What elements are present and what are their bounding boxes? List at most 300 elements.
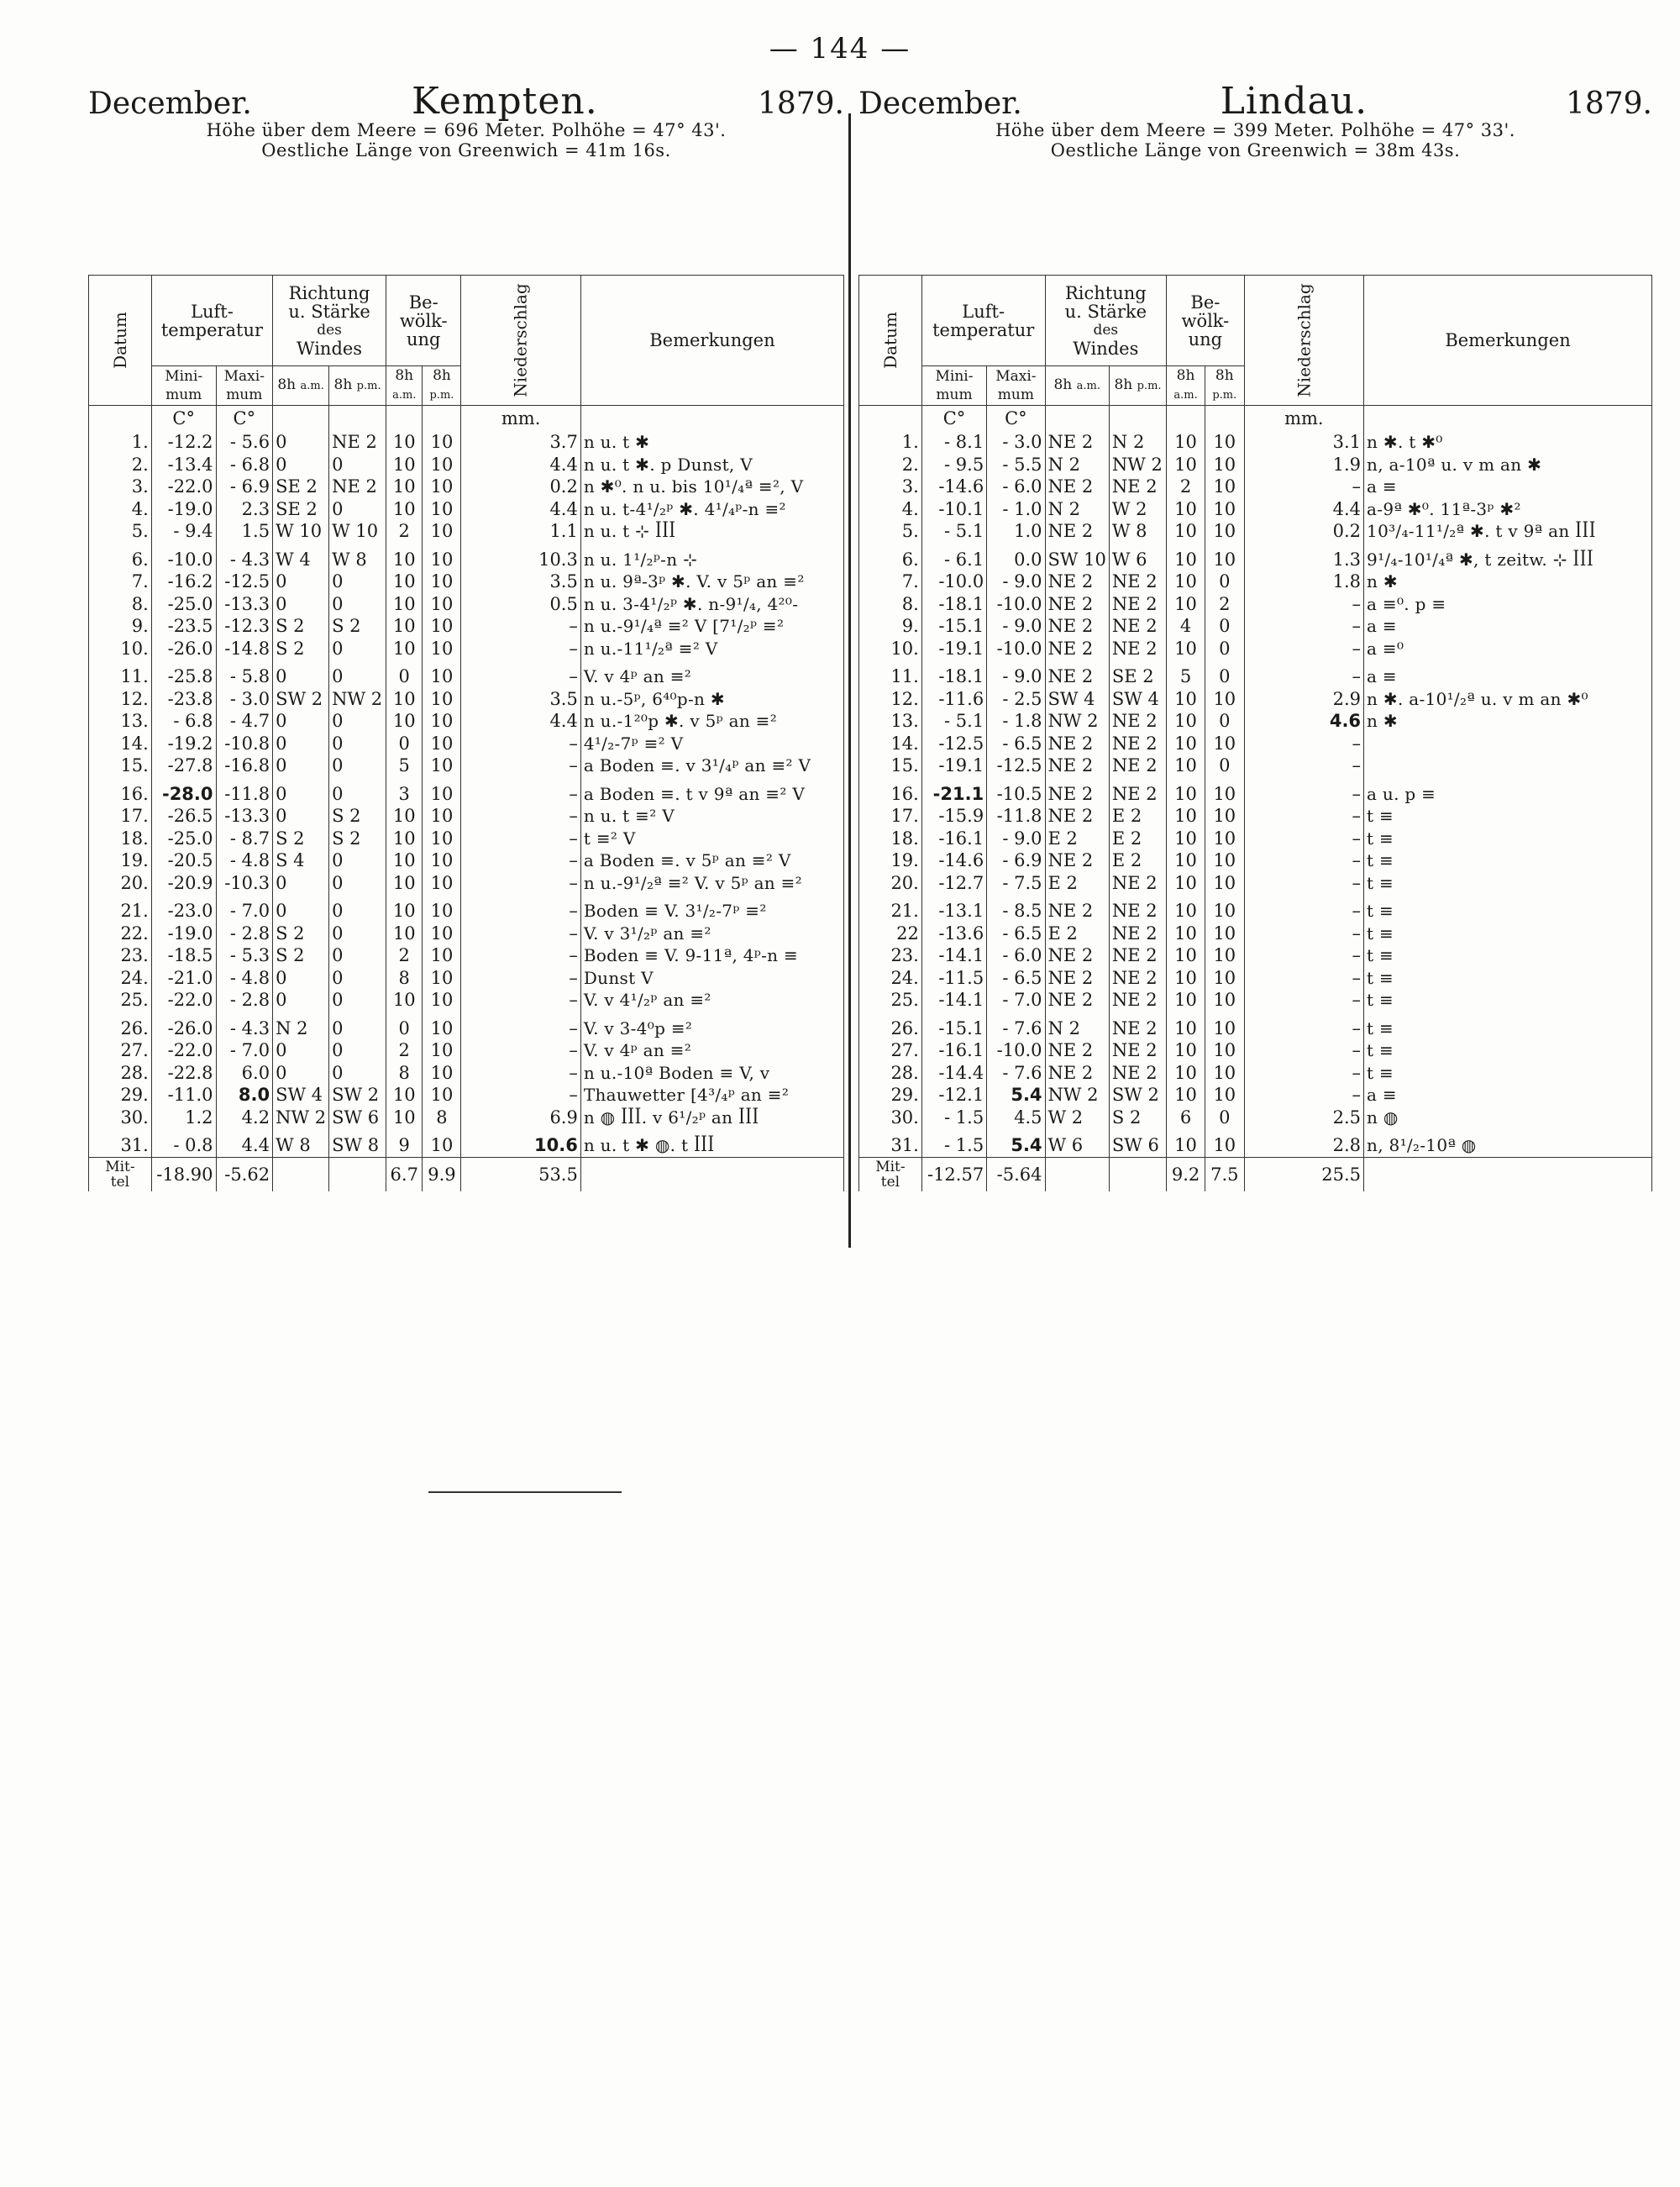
cell-cloud-am: 10 xyxy=(1167,570,1205,593)
cell-wind-am: SE 2 xyxy=(273,476,329,498)
cell-cloud-pm: 10 xyxy=(423,543,461,571)
cell-cloud-pm: 10 xyxy=(423,615,461,638)
table-row xyxy=(859,872,1652,895)
cloud-am-subheader-hour: 8h xyxy=(1176,367,1195,384)
lindau-block xyxy=(858,80,1652,1191)
cell-cloud-pm: 10 xyxy=(423,431,461,454)
cell-remark: t ≡ xyxy=(1364,967,1652,990)
table-row xyxy=(859,754,1652,777)
table-row xyxy=(859,688,1652,711)
cell-max: - 9.0 xyxy=(987,828,1045,850)
cell-wind-am: 0 xyxy=(273,805,329,828)
table-row xyxy=(89,498,844,521)
cell-cloud-pm: 10 xyxy=(423,944,461,967)
cell-day: 13. xyxy=(89,710,152,733)
mean-label-1: Mit- xyxy=(875,1158,906,1175)
cell-remark: n u.-11¹/₂ª ≡² V xyxy=(580,638,843,660)
cell-wind-pm: 0 xyxy=(329,777,386,806)
cell-max xyxy=(987,1128,1045,1157)
cell-max: - 7.0 xyxy=(987,989,1045,1012)
page-number: — 144 — xyxy=(769,32,911,66)
cell-cloud-am: 10 xyxy=(386,615,423,638)
cell-wind-pm: W 8 xyxy=(329,543,386,571)
cell-wind-pm: SE 2 xyxy=(1109,660,1166,688)
cell-remark: t ≡ xyxy=(1364,1062,1652,1085)
cell-max: - 6.5 xyxy=(987,923,1045,945)
cell-day: 23. xyxy=(859,944,922,967)
cell-wind-pm: NE 2 xyxy=(1109,754,1166,777)
cell-remark: a Boden ≡. t v 9ª an ≡² V xyxy=(580,777,843,806)
cell-remark: 9¹/₄-10¹/₄ª ✱, t zeitw. ⊹ ꟾꟾꟾ xyxy=(1364,543,1652,571)
cell-cloud-am: 10 xyxy=(386,828,423,850)
table-row xyxy=(89,1039,844,1062)
cloud-am-subheader-period: a.m. xyxy=(392,389,417,402)
cell-max: - 6.8 xyxy=(216,454,273,476)
unit-row xyxy=(859,406,1652,432)
cell-cloud-pm: 10 xyxy=(423,593,461,616)
wind-am-subheader-period: a.m. xyxy=(300,380,324,392)
cell-wind-am: 0 xyxy=(273,989,329,1012)
cell-cloud-am: 2 xyxy=(386,944,423,967)
table-row xyxy=(89,944,844,967)
table-row xyxy=(859,989,1652,1012)
min-subheader-2: mum xyxy=(936,386,973,403)
cell-precip: 0.5 xyxy=(461,593,580,616)
table-row xyxy=(859,1084,1652,1107)
cell-remark: n u. t ✱. p Dunst, V xyxy=(580,454,843,476)
cell-max: - 7.5 xyxy=(987,872,1045,895)
cell-max: -10.0 xyxy=(987,638,1045,660)
cell-day: 21. xyxy=(859,894,922,923)
cell-precip: – xyxy=(461,777,580,806)
cell-cloud-pm: 10 xyxy=(1205,923,1244,945)
cell-remark: n u. 9ª-3ᵖ ✱. V. v 5ᵖ an ≡² xyxy=(580,570,843,593)
cell-day: 6. xyxy=(89,543,152,571)
cell-cloud-am: 8 xyxy=(386,967,423,990)
cell-max: - 6.9 xyxy=(987,849,1045,872)
cell-precip: – xyxy=(461,615,580,638)
cell-cloud-am: 2 xyxy=(1167,476,1205,498)
kempten-block xyxy=(88,80,844,1191)
cell-cloud-am: 0 xyxy=(386,660,423,688)
cell-day: 12. xyxy=(859,688,922,711)
cell-wind-am: NW 2 xyxy=(1045,1084,1109,1107)
min-subheader-1: Mini- xyxy=(935,368,974,385)
table-row xyxy=(89,431,844,454)
table-row xyxy=(859,1012,1652,1040)
kempten-month: December. xyxy=(88,87,252,121)
mean-cloud-pm: 7.5 xyxy=(1205,1157,1244,1191)
cell-remark: t ≡ xyxy=(1364,1039,1652,1062)
cell-max: - 8.7 xyxy=(216,828,273,850)
cell-day: 28. xyxy=(89,1062,152,1085)
cell-cloud-am: 10 xyxy=(1167,754,1205,777)
col-wind-header xyxy=(273,276,386,366)
cell-precip: 6.9 xyxy=(461,1107,580,1129)
table-row xyxy=(89,638,844,660)
cell-precip: – xyxy=(461,733,580,755)
cell-remark: t ≡² V xyxy=(580,828,843,850)
cell-min: -13.4 xyxy=(151,454,216,476)
cell-day: 27. xyxy=(859,1039,922,1062)
cell-day: 3. xyxy=(859,476,922,498)
cell-cloud-am: 2 xyxy=(386,520,423,543)
cell-cloud-am: 10 xyxy=(1167,894,1205,923)
cell-day: 16. xyxy=(89,777,152,806)
lindau-altitude: Höhe über dem Meere = 399 Meter. Polhöhe = 47° 33'. xyxy=(995,120,1515,140)
cell-wind-am: NE 2 xyxy=(1045,1062,1109,1085)
page-divider-rule xyxy=(848,113,851,1248)
table-row xyxy=(89,1062,844,1085)
mean-min: -12.57 xyxy=(921,1157,986,1191)
cell-cloud-am: 10 xyxy=(1167,733,1205,755)
cell-cloud-pm: 0 xyxy=(1205,754,1244,777)
cell-wind-pm: NE 2 xyxy=(1109,476,1166,498)
cell-remark: n u. 3-4¹/₂ᵖ ✱. n-9¹/₄, 4²⁰- xyxy=(580,593,843,616)
cell-max: -10.3 xyxy=(216,872,273,895)
cell-cloud-pm: 0 xyxy=(1205,710,1244,733)
col-remarks-header: Bemerkungen xyxy=(580,276,843,406)
cell-cloud-am: 10 xyxy=(386,688,423,711)
cell-max: 4.2 xyxy=(216,1107,273,1129)
cloud-label-2: wölk- xyxy=(399,310,448,331)
cell-cloud-am: 10 xyxy=(1167,1039,1205,1062)
cloud-pm-subheader-period: p.m. xyxy=(429,389,454,402)
wind-pm-subheader-period: p.m. xyxy=(356,380,381,392)
cell-precip: – xyxy=(461,638,580,660)
cell-max: 1.5 xyxy=(216,520,273,543)
cell-cloud-am: 10 xyxy=(1167,923,1205,945)
cell-max: -11.8 xyxy=(987,805,1045,828)
cell-cloud-pm: 10 xyxy=(423,872,461,895)
cell-min: -26.0 xyxy=(151,638,216,660)
cell-day: 29. xyxy=(89,1084,152,1107)
cell-precip: – xyxy=(461,1084,580,1107)
cell-precip: – xyxy=(1244,1012,1363,1040)
cell-min: -19.0 xyxy=(151,923,216,945)
cell-day: 23. xyxy=(89,944,152,967)
cell-min: -23.5 xyxy=(151,615,216,638)
cell-wind-pm: S 2 xyxy=(329,805,386,828)
cell-min: - 1.5 xyxy=(921,1128,986,1157)
cell-cloud-pm: 10 xyxy=(423,1062,461,1085)
cell-day: 19. xyxy=(859,849,922,872)
cell-precip: 3.5 xyxy=(461,570,580,593)
cell-wind-pm: 0 xyxy=(329,872,386,895)
lindau-month: December. xyxy=(858,87,1022,121)
cell-remark: n u. 1¹/₂ᵖ-n ⊹ xyxy=(580,543,843,571)
cell-wind-am: W 8 xyxy=(273,1128,329,1157)
cell-wind-am: 0 xyxy=(273,967,329,990)
cell-min: -14.6 xyxy=(921,476,986,498)
cell-wind-pm: NE 2 xyxy=(329,431,386,454)
cell-wind-am: S 2 xyxy=(273,923,329,945)
cell-wind-pm: NE 2 xyxy=(1109,894,1166,923)
cell-cloud-am: 10 xyxy=(1167,543,1205,571)
cell-cloud-am: 10 xyxy=(386,1107,423,1129)
unit-min: C° xyxy=(921,406,986,432)
precip-label: Niederschlag xyxy=(1294,283,1315,397)
cell-wind-am: N 2 xyxy=(1045,498,1109,521)
cell-cloud-pm: 10 xyxy=(1205,967,1244,990)
cloud-pm-subheader-period: p.m. xyxy=(1212,389,1237,402)
col-precip-header xyxy=(1244,276,1363,406)
cell-remark: 10³/₄-11¹/₂ª ✱. t v 9ª an ꟾꟾꟾ xyxy=(1364,520,1652,543)
cell-max: -11.8 xyxy=(216,777,273,806)
table-row xyxy=(89,688,844,711)
mean-row xyxy=(89,1157,844,1191)
cell-wind-pm: 0 xyxy=(329,967,386,990)
cell-wind-am: W 2 xyxy=(1045,1107,1109,1129)
cell-precip: – xyxy=(1244,593,1363,616)
cell-cloud-pm: 10 xyxy=(1205,1012,1244,1040)
cell-wind-am: W 10 xyxy=(273,520,329,543)
cell-wind-am: S 2 xyxy=(273,828,329,850)
cell-remark: Dunst V xyxy=(580,967,843,990)
cell-wind-pm: W 8 xyxy=(1109,520,1166,543)
cell-cloud-pm: 0 xyxy=(1205,1107,1244,1129)
cell-precip: – xyxy=(1244,944,1363,967)
wind-label-1: Richtung xyxy=(1064,282,1147,303)
cell-wind-pm: 0 xyxy=(329,894,386,923)
cell-precip: 1.8 xyxy=(1244,570,1363,593)
cell-day: 26. xyxy=(89,1012,152,1040)
mean-precip: 53.5 xyxy=(461,1157,580,1191)
mean-cloud-am: 6.7 xyxy=(386,1157,423,1191)
cell-cloud-pm: 10 xyxy=(1205,989,1244,1012)
cloud-pm-subheader-hour: 8h xyxy=(433,367,451,384)
cell-min: -19.2 xyxy=(151,733,216,755)
table-row xyxy=(89,1012,844,1040)
cell-cloud-pm: 10 xyxy=(1205,498,1244,521)
cell-max: - 5.3 xyxy=(216,944,273,967)
cell-cloud-am: 0 xyxy=(386,1012,423,1040)
cell-cloud-pm: 0 xyxy=(1205,638,1244,660)
cell-day: 29. xyxy=(859,1084,922,1107)
cell-min: -11.0 xyxy=(151,1084,216,1107)
cell-min: - 9.4 xyxy=(151,520,216,543)
cell-max: - 4.7 xyxy=(216,710,273,733)
unit-min: C° xyxy=(151,406,216,432)
table-row xyxy=(89,476,844,498)
cell-min: - 5.1 xyxy=(921,520,986,543)
cell-cloud-am: 10 xyxy=(386,894,423,923)
table-row xyxy=(859,849,1652,872)
cell-cloud-am: 2 xyxy=(386,1039,423,1062)
cell-cloud-pm: 10 xyxy=(1205,688,1244,711)
cell-cloud-am: 10 xyxy=(386,454,423,476)
cloud-am-subheader-period: a.m. xyxy=(1173,389,1198,402)
mean-cloud-am: 9.2 xyxy=(1167,1157,1205,1191)
cell-wind-am: 0 xyxy=(273,570,329,593)
cell-min: -12.5 xyxy=(921,733,986,755)
table-row xyxy=(89,520,844,543)
cell-cloud-pm: 10 xyxy=(423,710,461,733)
cell-min: -15.1 xyxy=(921,1012,986,1040)
cell-precip: – xyxy=(461,805,580,828)
datum-label: Datum xyxy=(879,312,900,369)
table-row xyxy=(89,570,844,593)
precip-label: Niederschlag xyxy=(511,283,532,397)
cell-wind-pm: SW 6 xyxy=(1109,1128,1166,1157)
cell-remark: n, 8¹/₂-10ª ◍ xyxy=(1364,1128,1652,1157)
cell-day: 12. xyxy=(89,688,152,711)
cell-wind-am: NE 2 xyxy=(1045,660,1109,688)
cell-cloud-am: 10 xyxy=(1167,638,1205,660)
unit-max: C° xyxy=(216,406,273,432)
cell-wind-am: NE 2 xyxy=(1045,894,1109,923)
kempten-altitude: Höhe über dem Meere = 696 Meter. Polhöhe = 47° 43'. xyxy=(206,120,727,140)
cell-wind-pm: 0 xyxy=(329,754,386,777)
luft-label-1: Luft- xyxy=(191,301,234,322)
cell-cloud-pm: 8 xyxy=(423,1107,461,1129)
cell-wind-am: NE 2 xyxy=(1045,989,1109,1012)
mean-cloud-pm: 9.9 xyxy=(423,1157,461,1191)
table-row xyxy=(89,849,844,872)
table-row xyxy=(859,570,1652,593)
cell-wind-pm: 0 xyxy=(329,923,386,945)
cell-min: -19.1 xyxy=(921,638,986,660)
cell-wind-pm: SW 2 xyxy=(1109,1084,1166,1107)
cell-precip: 4.4 xyxy=(461,498,580,521)
cell-cloud-pm: 10 xyxy=(423,828,461,850)
cell-cloud-pm: 10 xyxy=(1205,520,1244,543)
cloud-label-2: wölk- xyxy=(1181,310,1230,331)
table-row xyxy=(859,431,1652,454)
cell-max: - 6.0 xyxy=(987,944,1045,967)
cell-wind-pm: SW 4 xyxy=(1109,688,1166,711)
mean-max: -5.62 xyxy=(216,1157,273,1191)
cell-max: - 4.8 xyxy=(216,967,273,990)
cell-remark: n ✱. t ✱⁰ xyxy=(1364,431,1652,454)
bold-value: -21.1 xyxy=(932,783,984,804)
cell-min: -19.1 xyxy=(921,754,986,777)
cell-min: -18.1 xyxy=(921,660,986,688)
cell-cloud-pm: 10 xyxy=(423,989,461,1012)
cell-remark: Boden ≡ V. 3¹/₂-7ᵖ ≡² xyxy=(580,894,843,923)
cell-max: - 9.0 xyxy=(987,570,1045,593)
wind-label-4: Windes xyxy=(1073,338,1139,359)
cell-precip: – xyxy=(461,660,580,688)
cell-precip: – xyxy=(1244,967,1363,990)
cell-cloud-pm: 10 xyxy=(423,1084,461,1107)
cell-max: 1.0 xyxy=(987,520,1045,543)
cell-wind-am: NE 2 xyxy=(1045,777,1109,806)
lindau-longitude: Oestliche Länge von Greenwich = 38m 43s. xyxy=(1050,140,1461,160)
table-row xyxy=(859,498,1652,521)
cell-max: - 2.8 xyxy=(216,923,273,945)
cell-wind-pm: SW 6 xyxy=(329,1107,386,1129)
wind-label-3: des xyxy=(317,321,342,339)
cell-remark: n ✱. a-10¹/₂ª u. v m an ✱⁰ xyxy=(1364,688,1652,711)
cell-min: - 0.8 xyxy=(151,1128,216,1157)
cell-cloud-am: 5 xyxy=(1167,660,1205,688)
table-row xyxy=(859,894,1652,923)
cell-remark: n, a-10ª u. v m an ✱ xyxy=(1364,454,1652,476)
cell-day: 14. xyxy=(89,733,152,755)
table-row xyxy=(859,944,1652,967)
cloud-pm-subheader xyxy=(423,366,461,406)
cell-remark: n u.-9¹/₄ª ≡² V [7¹/₂ᵖ ≡² xyxy=(580,615,843,638)
cell-min: -14.4 xyxy=(921,1062,986,1085)
cell-wind-am: 0 xyxy=(273,872,329,895)
cell-max: -13.3 xyxy=(216,593,273,616)
lindau-heading xyxy=(858,80,1652,123)
cell-cloud-pm: 0 xyxy=(1205,615,1244,638)
cell-remark: t ≡ xyxy=(1364,944,1652,967)
lindau-year: 1879. xyxy=(1565,87,1652,121)
cell-remark: n ✱⁰. n u. bis 10¹/₄ª ≡², V xyxy=(580,476,843,498)
cell-wind-pm: NE 2 xyxy=(1109,733,1166,755)
cell-max: - 7.0 xyxy=(216,894,273,923)
cell-min: -16.2 xyxy=(151,570,216,593)
cell-precip: 2.9 xyxy=(1244,688,1363,711)
cell-day: 17. xyxy=(859,805,922,828)
cell-max: - 3.0 xyxy=(987,431,1045,454)
cell-cloud-am: 10 xyxy=(386,543,423,571)
cell-wind-am: 0 xyxy=(273,454,329,476)
table-row xyxy=(859,710,1652,733)
cell-min: - 9.5 xyxy=(921,454,986,476)
cell-max: - 6.9 xyxy=(216,476,273,498)
table-row xyxy=(859,476,1652,498)
cell-cloud-am: 5 xyxy=(386,754,423,777)
cell-day: 31. xyxy=(89,1128,152,1157)
cell-wind-pm: W 6 xyxy=(1109,543,1166,571)
cell-wind-am: N 2 xyxy=(1045,1012,1109,1040)
cell-precip: – xyxy=(1244,894,1363,923)
table-row xyxy=(89,805,844,828)
table-row xyxy=(859,967,1652,990)
end-rule xyxy=(428,1491,622,1493)
cell-cloud-pm: 10 xyxy=(423,849,461,872)
wind-label-2: u. Stärke xyxy=(288,301,370,322)
min-subheader xyxy=(921,366,986,406)
table-row xyxy=(89,989,844,1012)
cell-day: 3. xyxy=(89,476,152,498)
cell-remark: n ✱ xyxy=(1364,570,1652,593)
cell-max: - 1.8 xyxy=(987,710,1045,733)
cell-precip: – xyxy=(461,1012,580,1040)
max-subheader xyxy=(216,366,273,406)
cell-cloud-am: 0 xyxy=(386,733,423,755)
cell-precip: – xyxy=(1244,733,1363,755)
cell-cloud-pm: 10 xyxy=(423,894,461,923)
cell-max: -12.5 xyxy=(987,754,1045,777)
cell-cloud-am: 10 xyxy=(1167,805,1205,828)
cell-wind-am: N 2 xyxy=(1045,454,1109,476)
table-row xyxy=(859,615,1652,638)
cell-precip: – xyxy=(1244,989,1363,1012)
cell-remark: n u. t-4¹/₂ᵖ ✱. 4¹/₄ᵖ-n ≡² xyxy=(580,498,843,521)
cell-day: 1. xyxy=(859,431,922,454)
cell-max: -10.0 xyxy=(987,1039,1045,1062)
cell-wind-am: 0 xyxy=(273,710,329,733)
cell-max: 2.3 xyxy=(216,498,273,521)
cell-cloud-am: 10 xyxy=(1167,1012,1205,1040)
table-row xyxy=(859,777,1652,806)
cell-cloud-am: 10 xyxy=(386,570,423,593)
cell-day: 26. xyxy=(859,1012,922,1040)
cell-day: 14. xyxy=(859,733,922,755)
cell-precip: – xyxy=(1244,638,1363,660)
cell-remark: n u.-1²⁰p ✱. v 5ᵖ an ≡² xyxy=(580,710,843,733)
cell-cloud-am: 10 xyxy=(1167,967,1205,990)
mean-precip: 25.5 xyxy=(1244,1157,1363,1191)
cell-wind-am: 0 xyxy=(273,1062,329,1085)
cell-wind-pm: E 2 xyxy=(1109,805,1166,828)
cell-cloud-pm: 10 xyxy=(423,1039,461,1062)
